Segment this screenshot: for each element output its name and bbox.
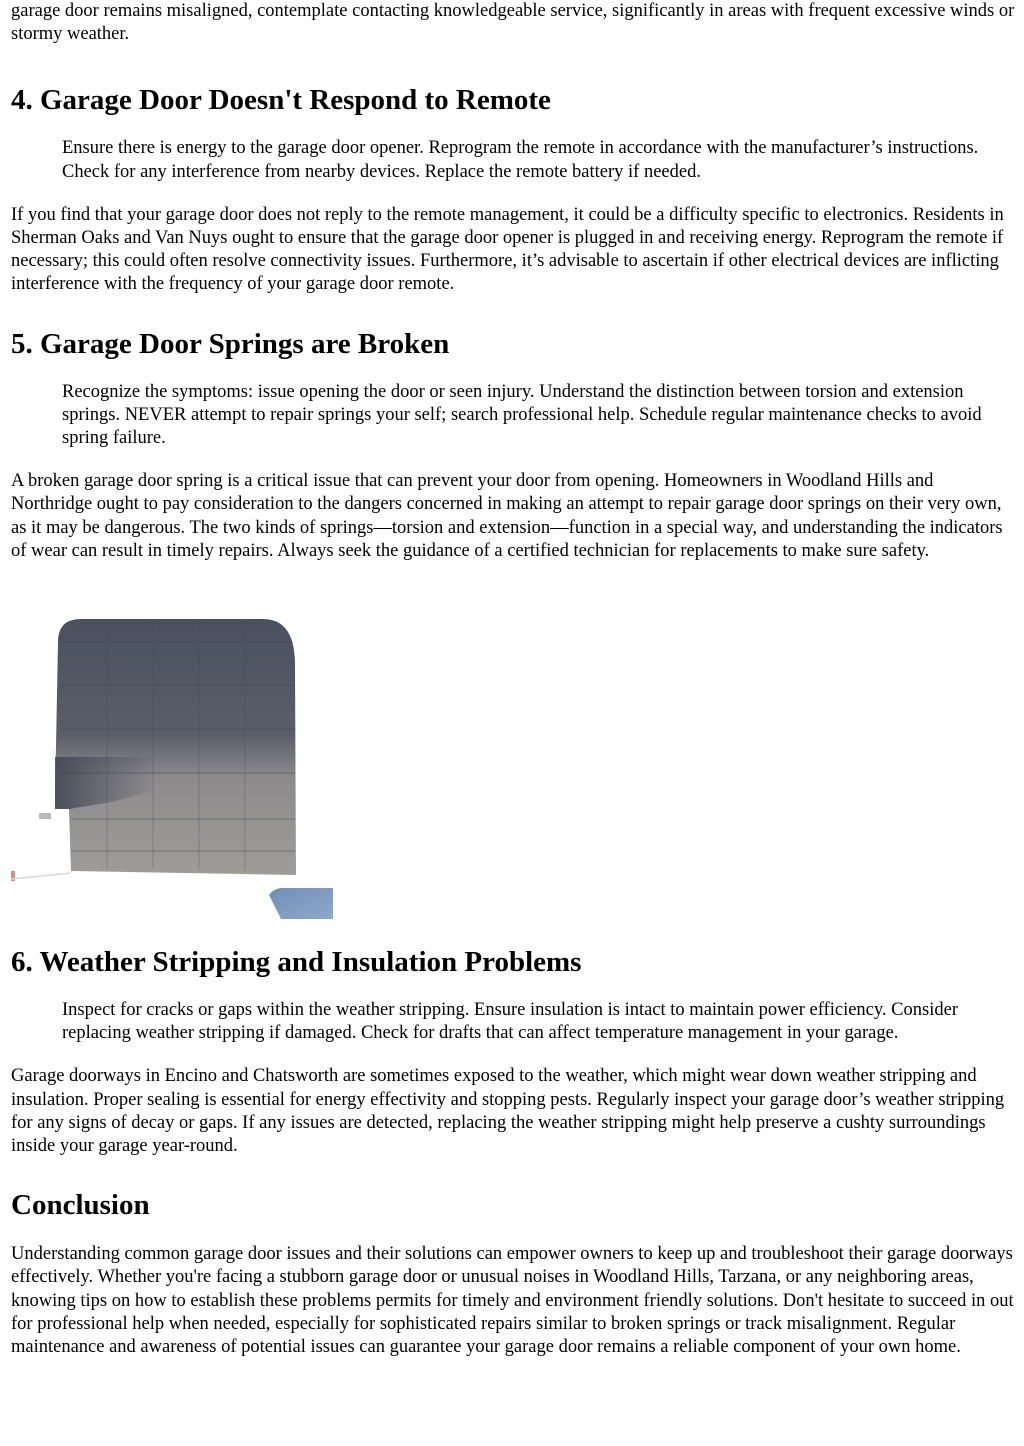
section-6-quote: Inspect for cracks or gaps within the weather stripping. Ensure insulation is intact to maintain power efficiency. Consider replacing weather stripping if damaged. Check for drafts that can affect temperature management in your garage. xyxy=(62,1000,958,1044)
section-6-heading: 6. Weather Stripping and Insulation Problems xyxy=(11,946,582,979)
garage-door-image xyxy=(11,597,333,919)
intro-paragraph: garage door remains misaligned, contemplate contacting knowledgeable service, significantly in areas with frequent excessive winds or stormy weather. xyxy=(11,1,1015,45)
section-4-body: If you find that your garage door does not reply to the remote management, it could be a difficulty specific to electronics. Residents in Sherman Oaks and Van Nuys ought to ensure that the garage door opener is plugged in and receiving energy. Reprogram the remote if necessary; this could often resolve connectivity issues. Furthermore, it’s advisable to ascertain if other electrical devices are inflicting interference with the frequency of your garage door remote. xyxy=(11,204,1004,295)
section-5-quote: Recognize the symptoms: issue opening the door or seen injury. Understand the distinction between torsion and extension springs. NEVER attempt to repair springs your self; search professional help. Schedule regular maintenance checks to avoid spring failure. xyxy=(62,381,982,449)
section-4-heading: 4. Garage Door Doesn't Respond to Remote xyxy=(11,84,551,117)
article xyxy=(11,0,1015,1359)
section-5-body: A broken garage door spring is a critical issue that can prevent your door from opening. Homeowners in Woodland Hills and Northridge ought to pay consideration to the dangers concerned in making an attempt to repair garage door springs on their very own, as it may be dangerous. The two kinds of springs—torsion and extension—function in a special way, and understanding the indicators of wear can result in timely repairs. Always seek the guidance of a certified technician for replacements to make sure safety. xyxy=(11,471,1003,561)
conclusion-body: Understanding common garage door issues and their solutions can empower owners to keep up and troubleshoot their garage doorways effectively. Whether you're facing a stubborn garage door or unusual noises in Woodland Hills, Tarzana, or any neighboring areas, knowing tips on how to establish these problems permits for timely and environment friendly solutions. Don't hesitate to succeed in out for professional help when needed, especially for sophisticated repairs similar to broken springs or track misalignment. Regular maintenance and awareness of potential issues can guarantee your garage door remains a reliable component of your own home. xyxy=(11,1244,1014,1358)
section-5-heading: 5. Garage Door Springs are Broken xyxy=(11,327,450,360)
section-4-quote: Ensure there is energy to the garage door opener. Reprogram the remote in accordance with the manufacturer’s instructions. Check for any interference from nearby devices. Replace the remote battery if needed. xyxy=(62,138,979,182)
section-6-body: Garage doorways in Encino and Chatsworth are sometimes exposed to the weather, which might wear down weather stripping and insulation. Proper sealing is essential for energy effectivity and stopping pests. Regularly inspect your garage door’s weather stripping for any signs of decay or gaps. If any issues are detected, replacing the weather stripping might help preserve a cushty surroundings inside your garage year-round. xyxy=(11,1066,1005,1157)
conclusion-heading: Conclusion xyxy=(11,1189,150,1222)
